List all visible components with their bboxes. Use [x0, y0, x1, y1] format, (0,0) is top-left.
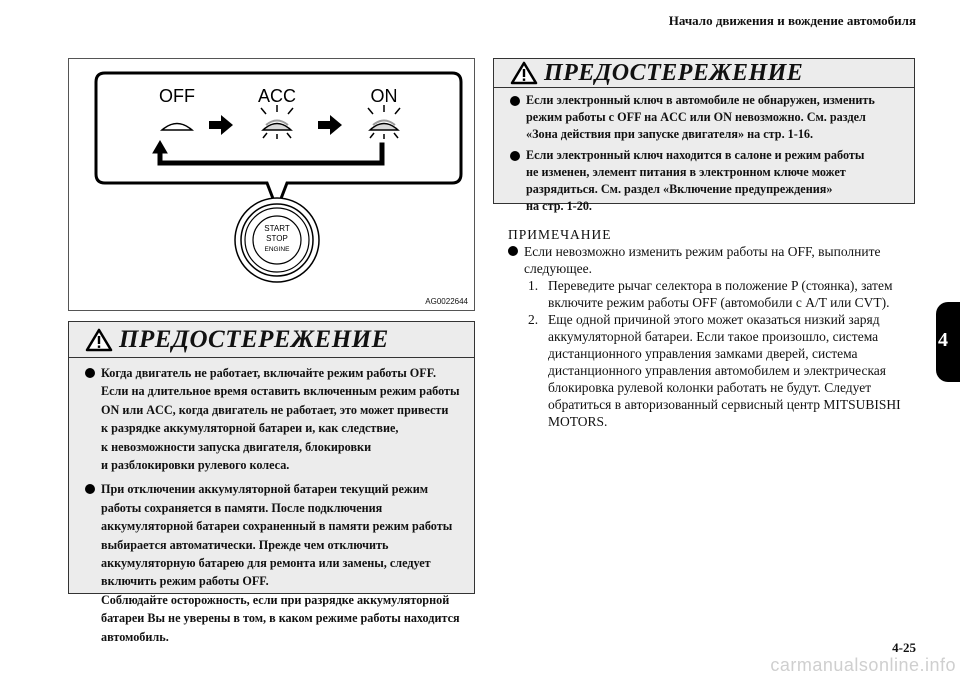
button-text-engine: ENGINE [264, 246, 290, 253]
on-label: ON [370, 86, 398, 106]
warning-item [510, 92, 906, 143]
bullet-icon [510, 96, 520, 106]
note-step [528, 277, 918, 311]
warning-line: к разрядке аккумуляторной батареи и, как следствие, [101, 421, 399, 436]
warning-line: не изменен, элемент питания в электронном ключе может [526, 165, 846, 179]
warning-line: автомобиль. [101, 629, 169, 644]
button-text-start: START [264, 224, 290, 233]
step-line: включите режим работы OFF (автомобили с A/T или CVT). [548, 295, 890, 310]
step-line: дистанционного управления замками дверей, система [548, 346, 858, 361]
warning-line: аккумуляторной батареи сохраненный в памяти режим работы [101, 519, 453, 534]
warning-line: Когда двигатель не работает, включайте режим работы OFF. [101, 366, 437, 380]
warning-item [85, 364, 466, 474]
step-line: аккумуляторной батареи. Если такое произошло, система [548, 329, 879, 344]
step-number: 1. [528, 278, 539, 293]
step-line: блокировка рулевой колонки работать не будут. Следует [548, 380, 872, 395]
warning-line: включить режим работы OFF. [101, 574, 269, 589]
step-line: Переведите рычаг селектора в положение P (стоянка), затем [548, 278, 893, 293]
start-stop-button-icon [235, 198, 319, 282]
step-number: 2. [528, 312, 539, 327]
note-bullet [508, 243, 918, 277]
warning-header [494, 59, 914, 88]
page-header: Начало движения и вождение автомобиля [668, 13, 916, 28]
note-step [528, 311, 918, 430]
warning-line: работы сохраняется в памяти. После подключения [101, 500, 383, 515]
figure-id: AG0022644 [425, 297, 468, 306]
warning-line: и разблокировки рулевого колеса. [101, 458, 290, 473]
warning-line: «Зона действия при запуске двигателя» на стр. 1-16. [526, 127, 814, 141]
warning-line: Соблюдайте осторожность, если при разрядке аккумуляторной [101, 592, 450, 607]
bullet-icon [508, 246, 518, 256]
warning-title: ПРЕДОСТЕРЕЖЕНИЕ [119, 325, 389, 353]
bullet-icon [85, 484, 95, 494]
warning-triangle-icon [510, 61, 538, 85]
note-title: ПРИМЕЧАНИЕ [508, 227, 612, 242]
warning-line: Если на длительное время оставить включенным режим работы [101, 384, 460, 399]
warning-item [85, 480, 466, 646]
bullet-icon [85, 368, 95, 378]
warning-line: При отключении аккумуляторной батареи текущий режим [101, 482, 429, 497]
warning-box-left [68, 321, 475, 644]
warning-line: ON или ACC, когда двигатель не работает, это может привести [101, 402, 449, 417]
chapter-number: 4 [938, 329, 948, 351]
warning-line: режим работы с OFF на ACC или ON невозможно. См. раздел [526, 110, 866, 124]
page-number: 4-25 [892, 640, 916, 655]
button-text-stop: STOP [266, 234, 288, 243]
engine-switch-figure [68, 58, 475, 311]
note-section [508, 226, 918, 430]
warning-line: Если электронный ключ находится в салоне и режим работы [526, 148, 865, 162]
warning-line: на стр. 1-20. [526, 199, 592, 213]
step-line: обратиться в авторизованный сервисный центр MITSUBISHI [548, 397, 901, 412]
warning-line: к невозможности запуска двигателя, блокировки [101, 439, 372, 454]
off-label: OFF [159, 86, 195, 106]
warning-item [510, 147, 906, 215]
bullet-icon [510, 151, 520, 161]
warning-header [69, 322, 474, 358]
watermark: carmanualsonline.info [770, 655, 956, 675]
step-line: Еще одной причиной этого может оказаться низкий заряд [548, 312, 880, 327]
note-line: Если невозможно изменить режим работы на OFF, выполните [524, 244, 881, 259]
warning-title: ПРЕДОСТЕРЕЖЕНИЕ [544, 59, 804, 86]
warning-line: Если электронный ключ в автомобиле не обнаружен, изменить [526, 93, 875, 107]
warning-line: выбирается автоматически. Прежде чем отключить [101, 537, 389, 552]
engine-switch-diagram [69, 59, 476, 312]
warning-box-right [493, 58, 915, 213]
warning-triangle-icon [85, 328, 113, 352]
step-line: дистанционного управления автомобилем и электрическая [548, 363, 887, 378]
acc-label: ACC [257, 86, 297, 106]
note-line: следующее. [524, 261, 593, 276]
step-line: MOTORS. [548, 414, 608, 429]
warning-line: аккумуляторную батарею для ремонта или замены, следует [101, 556, 431, 571]
warning-line: батареи Вы не уверены в том, в каком режиме работы находится [101, 611, 460, 626]
warning-line: разрядиться. См. раздел «Включение предупреждения» [526, 182, 833, 196]
